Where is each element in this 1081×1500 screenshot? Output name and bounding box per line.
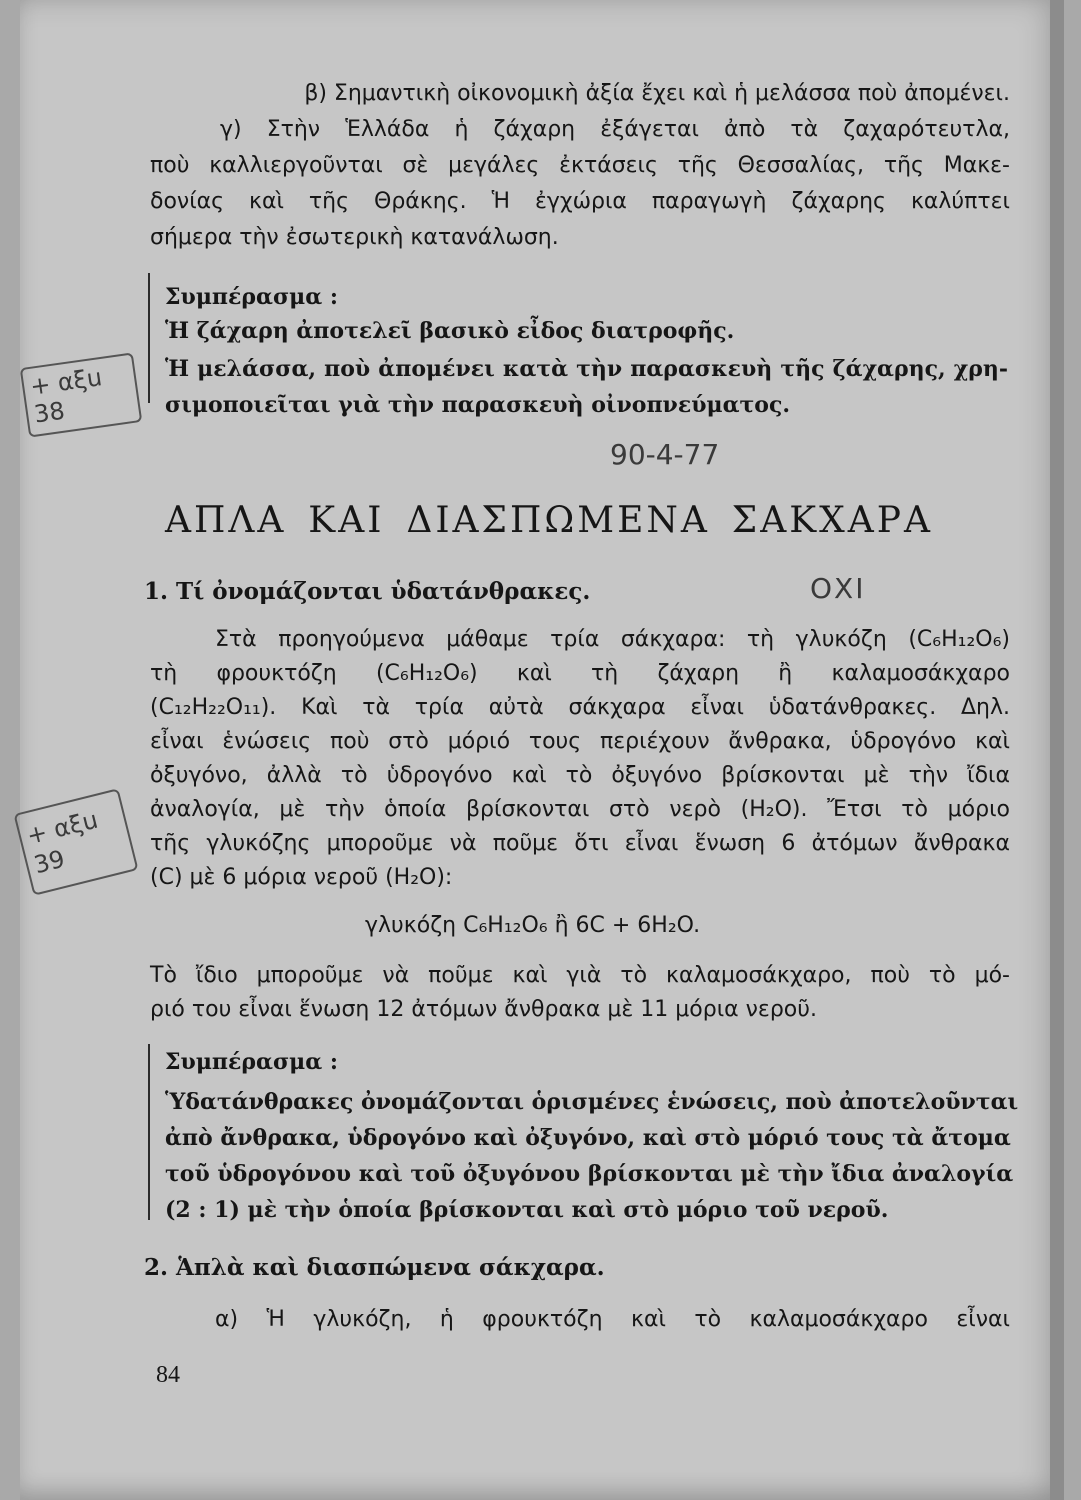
margin-note-2: + αξu 39	[13, 788, 138, 896]
section-1-after-line-2: ριό του εἶναι ἕνωση 12 ἀτόμων ἄνθρακα μὲ 11 μόρια νεροῦ.	[150, 997, 817, 1022]
section-1-line-4: εἶναι ἑνώσεις ποὺ στὸ μόριό τους περιέχουν ἄνθρακα, ὑδρογόνο καὶ	[150, 729, 1010, 754]
section-1-after-line-1: Τὸ ἴδιο μποροῦμε νὰ ποῦμε καὶ γιὰ τὸ καλαμοσάκχαρο, ποὺ τὸ μό-	[150, 963, 1010, 988]
section-1-line-2: τὴ φρουκτόζη (C₆H₁₂O₆) καὶ τὴ ζάχαρη ἢ καλαμοσάκχαρο	[150, 661, 1010, 686]
section-1-line-8: (C) μὲ 6 μόρια νεροῦ (H₂O):	[150, 865, 453, 890]
conclusion-2-line-1: Ὑδατάνθρακες ὀνομάζονται ὁρισμένες ἑνώσεις, ποὺ ἀποτελοῦνται	[165, 1089, 1019, 1115]
conclusion-line-3: σιμοποιεῖται γιὰ τὴν παρασκευὴ οἰνοπνεύματος.	[165, 392, 791, 418]
intro-line-5: σήμερα τὴν ἐσωτερικὴ κατανάλωση.	[150, 225, 559, 250]
section-1-line-1: Στὰ προηγούμενα μάθαμε τρία σάκχαρα: τὴ γλυκόζη (C₆H₁₂O₆)	[215, 627, 1010, 652]
conclusion-2-line-4: (2 : 1) μὲ τὴν ὁποία βρίσκονται καὶ στὸ μόριο τοῦ νεροῦ.	[165, 1197, 889, 1223]
handwritten-date: 90-4-77	[610, 438, 720, 471]
section-2-line-1: α) Ἡ γλυκόζη, ἡ φρουκτόζη καὶ τὸ καλαμοσάκχαρο εἶναι	[215, 1307, 1010, 1332]
conclusion-line-2: Ἡ μελάσσα, ποὺ ἀπομένει κατὰ τὴν παρασκευὴ τῆς ζάχαρης, χρη-	[165, 356, 1008, 382]
conclusion-2-bar	[148, 1044, 150, 1220]
conclusion-2-label: Συμπέρασμα :	[165, 1049, 338, 1075]
intro-line-3: ποὺ καλλιεργοῦνται σὲ μεγάλες ἐκτάσεις τῆς Θεσσαλίας, τῆς Μακε-	[150, 153, 1010, 178]
intro-line-2: γ) Στὴν Ἑλλάδα ἡ ζάχαρη ἐξάγεται ἀπὸ τὰ ζαχαρότευτλα,	[220, 117, 1010, 142]
intro-line-4: δονίας καὶ τῆς Θράκης. Ἡ ἐγχώρια παραγωγὴ ζάχαρης καλύπτει	[150, 189, 1010, 214]
conclusion-2-line-3: τοῦ ὑδρογόνου καὶ τοῦ ὀξυγόνου βρίσκονται μὲ τὴν ἴδια ἀναλογία	[165, 1161, 1014, 1187]
handwritten-mark: ΟΧΙ	[810, 572, 866, 605]
formula: γλυκόζη C₆H₁₂O₆ ἢ 6C + 6H₂O.	[365, 913, 701, 938]
section-2-title: 2. Ἁπλὰ καὶ διασπώμενα σάκχαρα.	[144, 1254, 605, 1281]
book-page	[20, 0, 1064, 1500]
conclusion-bar	[148, 273, 150, 403]
conclusion-label: Συμπέρασμα :	[165, 284, 338, 310]
section-1-line-3: (C₁₂H₂₂O₁₁). Καὶ τὰ τρία αὐτὰ σάκχαρα εἶναι ὑδατάνθρακες. Δηλ.	[150, 695, 1010, 720]
section-1-title: 1. Τί ὀνομάζονται ὑδατάνθρακες.	[144, 578, 591, 605]
page-number: 84	[156, 1362, 180, 1388]
conclusion-line-1: Ἡ ζάχαρη ἀποτελεῖ βασικὸ εἶδος διατροφῆς.	[165, 318, 735, 344]
page-edge	[1050, 0, 1064, 1500]
section-1-line-6: ἀναλογία, μὲ τὴν ὁποία βρίσκονται στὸ νερὸ (H₂O). Ἔτσι τὸ μόριο	[150, 797, 1010, 822]
conclusion-2-line-2: ἀπὸ ἄνθρακα, ὑδρογόνο καὶ ὀξυγόνο, καὶ στὸ μόριό τους τὰ ἄτομα	[165, 1125, 1011, 1151]
chapter-heading: ΑΠΛΑ ΚΑΙ ΔΙΑΣΠΩΜΕΝΑ ΣΑΚΧΑΡΑ	[165, 500, 933, 541]
margin-note-1: + αξu 38	[20, 352, 143, 437]
intro-line-1: β) Σημαντικὴ οἰκονομικὴ ἀξία ἔχει καὶ ἡ μελάσσα ποὺ ἀπομένει.	[304, 81, 1010, 106]
section-1-line-5: ὀξυγόνο, ἀλλὰ τὸ ὑδρογόνο καὶ τὸ ὀξυγόνο βρίσκονται μὲ τὴν ἴδια	[150, 763, 1010, 788]
section-1-line-7: τῆς γλυκόζης μποροῦμε νὰ ποῦμε ὅτι εἶναι ἕνωση 6 ἀτόμων ἄνθρακα	[150, 831, 1010, 856]
